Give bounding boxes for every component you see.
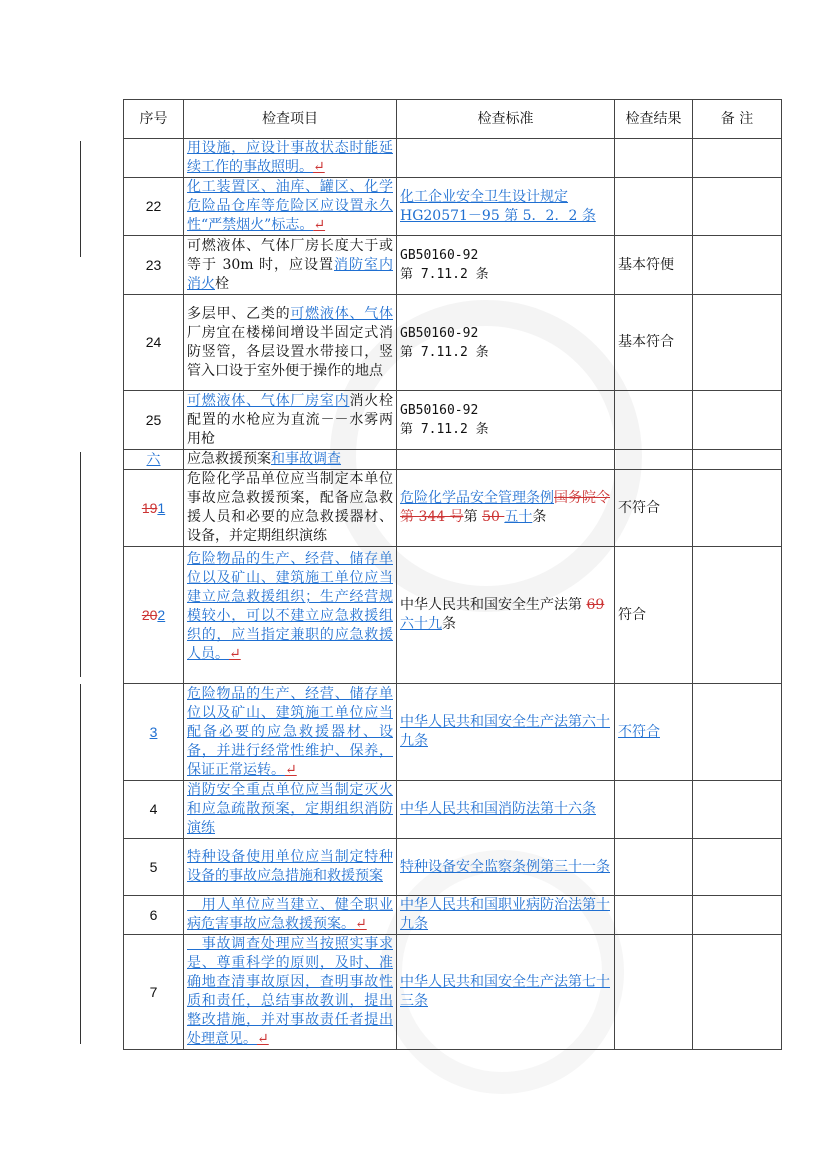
row-remark [693,139,782,178]
row-item: 危险物品的生产、经营、储存单位以及矿山、建筑施工单位应当配备必要的应急救援器材、设备，并进行经常性维护、保养，保证正常运转。↵ [184,684,397,781]
inserted-text: 用设施，应设计事故状态时能延续工作的事故照明。 [187,140,393,175]
row-result [615,896,693,935]
row-result [615,450,693,470]
table-row [124,450,782,470]
table-row [124,781,782,839]
table-row [124,236,782,295]
row-standard: 中华人民共和国安全生产法第七十三条 [397,935,615,1050]
row-result: 基本符合 [615,295,693,391]
inserted-text: 用人单位应当建立、健全职业病危害事故应急救援预案。 [187,897,393,932]
row-remark [693,896,782,935]
header-item: 检查项目 [184,100,397,139]
row-remark [693,450,782,470]
row-item [184,839,397,896]
header-remark: 备 注 [693,100,782,139]
inserted-text: 可燃液体、气体厂房室内 [187,392,350,409]
inserted-text: 消防安全重点单位应当制定灭火和应急疏散预案，定期组织消防演练 [187,782,393,836]
table-row [124,178,782,236]
inspection-table [123,99,782,1050]
row-no: 7 [124,935,184,1050]
row-result [615,839,693,896]
row-remark [693,295,782,391]
row-standard: GB50160-92 第 7.11.2 条 [397,295,615,391]
row-no: 23 [124,236,184,295]
inserted-text: 危险物品的生产、经营、储存单位以及矿山、建筑施工单位应当配备必要的应急救援器材、设备，并进行经常性维护、保养，保证正常运转。 [187,685,393,778]
row-no: 191 [124,470,184,547]
row-remark [693,781,782,839]
row-item: 多层甲、乙类的可燃液体、气体厂房宜在楼梯间增设半固定式消防竖管，各层设置水带接口，竖管入口设于室外便于操作的地点 [184,295,397,391]
table-row [124,470,782,547]
row-result [615,178,693,236]
revision-bar [80,141,81,257]
row-remark [693,839,782,896]
row-standard: GB50160-92 第 7.11.2 条 [397,391,615,450]
row-no: 4 [124,781,184,839]
inserted-text: 和事故调查 [271,451,341,467]
table-row [124,896,782,935]
row-result: 基本符便 [615,236,693,295]
row-no: 5 [124,839,184,896]
table-row [124,684,782,781]
revision-bar [80,452,81,677]
row-item: 用设施，应设计事故状态时能延续工作的事故照明。↵ [184,139,397,178]
row-result: 符合 [615,547,693,684]
row-item: 事故调查处理应当按照实事求是、尊重科学的原则，及时、准确地查清事故原因，查明事故性质和责任，总结事故教训，提出整改措施，并对事故责任者提出处理意见。↵ [184,935,397,1050]
row-item: 可燃液体、气体厂房长度大于或等于 30m 时，应设置消防室内消火栓 [184,236,397,295]
table-header-row [124,100,782,139]
header-result: 检查结果 [615,100,693,139]
table-row [124,139,782,178]
row-item: 危险化学品单位应当制定本单位事故应急救援预案，配备应急救援人员和必要的应急救援器材、设备，并定期组织演练 [184,470,397,547]
table-row [124,295,782,391]
table-row [124,391,782,450]
row-no: 3 [124,684,184,781]
row-standard: 中华人民共和国安全生产法第 69 六十九条 [397,547,615,684]
inserted-text: 可燃液体、气体 [290,305,394,322]
row-no: 24 [124,295,184,391]
row-standard [397,178,615,236]
row-item: 用人单位应当建立、健全职业病危害事故应急救援预案。↵ [184,896,397,935]
row-item: 危险物品的生产、经营、储存单位以及矿山、建筑施工单位应当建立应急救援组织；生产经营规模较小，可以不建立应急救援组织的，应当指定兼职的应急救援人员。↵ [184,547,397,684]
row-standard: 危险化学品安全管理条例国务院令第 344 号第 50 五十条 [397,470,615,547]
row-no: 6 [124,896,184,935]
table-row [124,935,782,1050]
row-standard: 中华人民共和国职业病防治法第十九条 [397,896,615,935]
row-remark [693,178,782,236]
row-result: 不符合 [615,684,693,781]
row-result [615,391,693,450]
row-item: 应急救援预案和事故调查 [184,450,397,470]
row-no: 六 [124,450,184,470]
row-standard: 特种设备安全监察条例第三十一条 [397,839,615,896]
row-item: 可燃液体、气体厂房室内消火栓配置的水枪应为直流－－水雾两用枪 [184,391,397,450]
header-standard: 检查标准 [397,100,615,139]
inserted-text: 特种设备使用单位应当制定特种设备的事故应急措施和救援预案 [187,849,393,884]
inserted-text: 事故调查处理应当按照实事求是、尊重科学的原则，及时、准确地查清事故原因，查明事故性质和责任，总结事故教训，提出整改措施，并对事故责任者提出处理意见。 [187,936,393,1047]
row-no: 25 [124,391,184,450]
row-standard: 中华人民共和国安全生产法第六十九条 [397,684,615,781]
row-item [184,781,397,839]
row-no: 202 [124,547,184,684]
table-row [124,547,782,684]
row-item: 化工装置区、油库、罐区、化学危险品仓库等危险区应设置永久性“严禁烟火”标志。↵ [184,178,397,236]
row-remark [693,684,782,781]
inserted-text: 化工装置区、油库、罐区、化学危险品仓库等危险区应设置永久性“严禁烟火”标志。 [187,179,393,233]
row-result [615,139,693,178]
row-result [615,781,693,839]
row-no: 22 [124,178,184,236]
row-standard: GB50160-92 第 7.11.2 条 [397,236,615,295]
row-remark [693,236,782,295]
revision-bar [80,684,81,1044]
row-standard [397,139,615,178]
inserted-text: 消防室内消火 [187,256,393,292]
row-remark [693,935,782,1050]
inserted-text: 化工企业安全卫生设计规定HG20571－95 第 5．2．2 条 [400,188,596,224]
row-result [615,935,693,1050]
row-no [124,139,184,178]
table-row [124,839,782,896]
row-remark [693,547,782,684]
row-remark [693,470,782,547]
header-no: 序号 [124,100,184,139]
row-standard: 中华人民共和国消防法第十六条 [397,781,615,839]
row-standard [397,450,615,470]
inserted-text: 危险物品的生产、经营、储存单位以及矿山、建筑施工单位应当建立应急救援组织；生产经营规模较小，可以不建立应急救援组织的，应当指定兼职的应急救援人员。 [187,551,393,662]
row-remark [693,391,782,450]
row-result: 不符合 [615,470,693,547]
